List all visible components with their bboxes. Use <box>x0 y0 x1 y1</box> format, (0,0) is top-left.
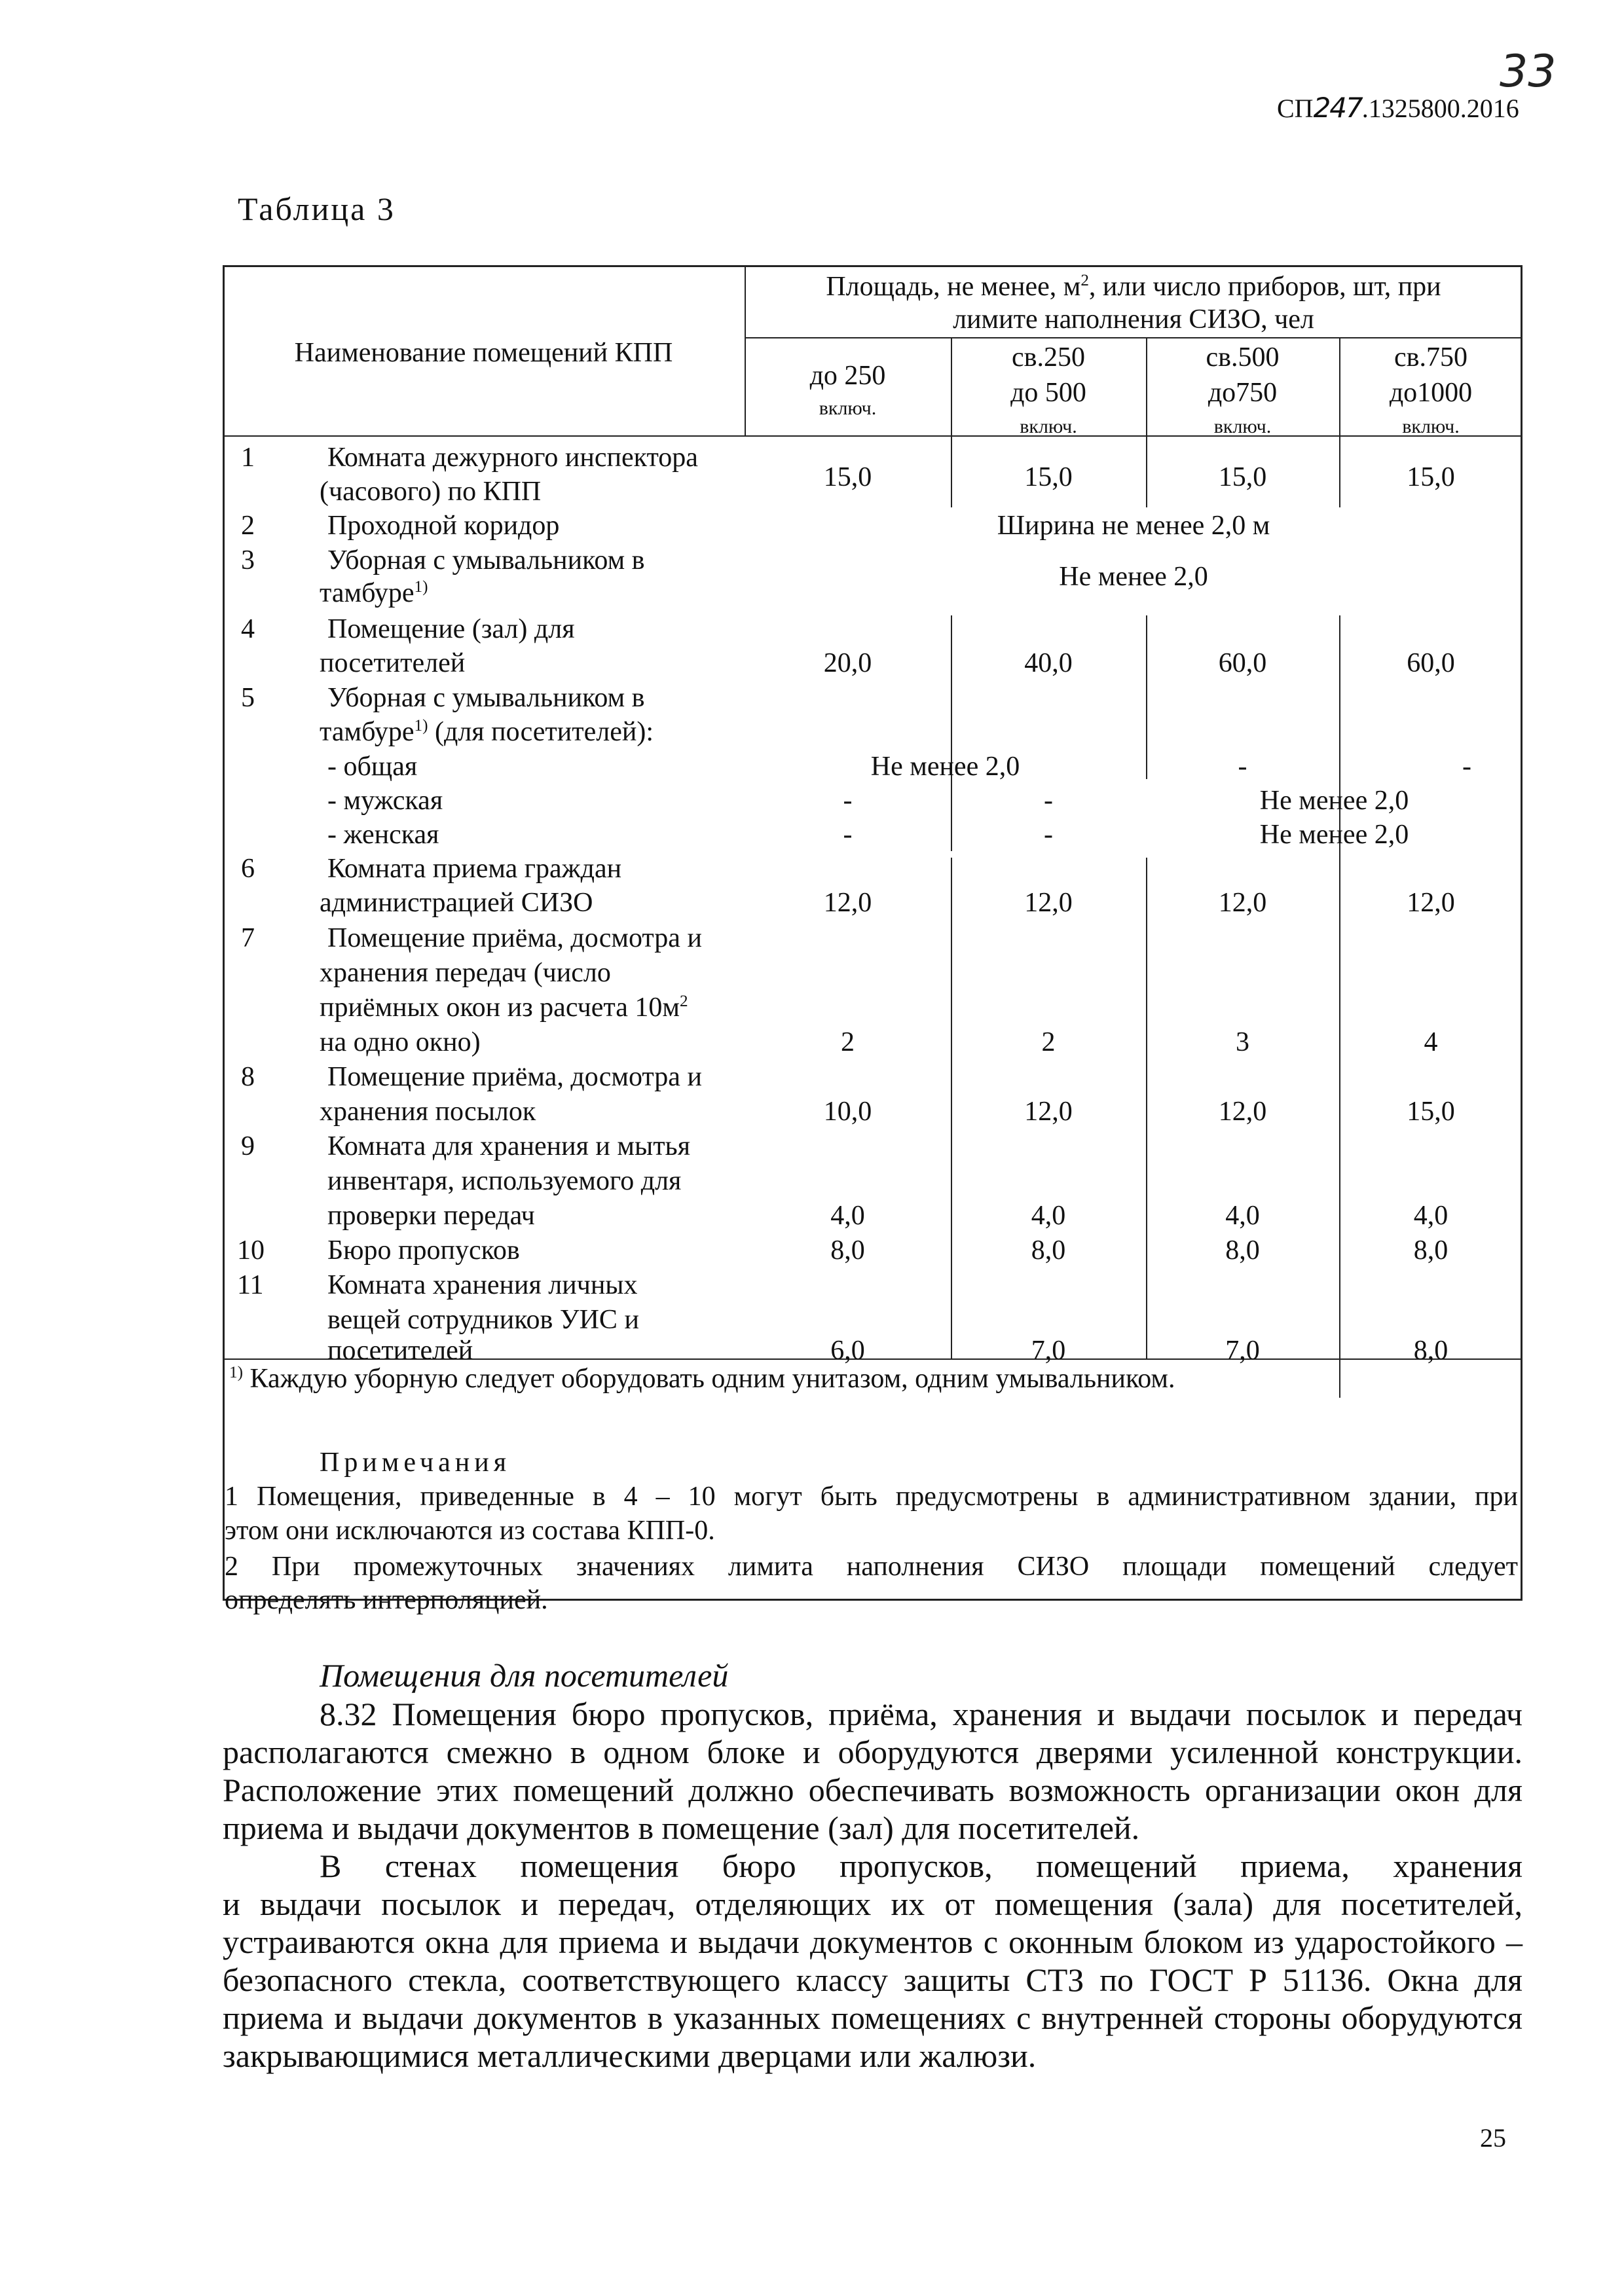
row-name: Комната дежурного инспектора <box>327 443 698 473</box>
cell-value: - <box>1238 752 1247 782</box>
col1-header: до 250 <box>809 361 886 391</box>
cell-value: - <box>843 786 853 816</box>
note-1-line-2: этом они исключаются из состава КПП-0. <box>225 1516 715 1546</box>
cell-value: 7,0 <box>1031 1336 1066 1366</box>
cell-value: - <box>1044 820 1053 850</box>
group-text-rest: , или число приборов, шт, при <box>1088 272 1441 302</box>
cell-value: 20,0 <box>823 648 872 678</box>
paragraph-line: 8.32 Помещения бюро пропусков, приёма, хранения и выдачи посылок и передач <box>320 1696 1522 1732</box>
cell-value: 2 <box>1041 1027 1056 1057</box>
paragraph-line: приема и выдачи документов в указанных помещениях с внутренней стороны оборудуются <box>223 1999 1522 2036</box>
row-name <box>320 576 428 610</box>
cell-value: 4,0 <box>1031 1201 1066 1231</box>
col4-header: св.750 <box>1394 342 1467 373</box>
row-number: 11 <box>237 1270 264 1300</box>
row-name: (часового) по КПП <box>320 477 542 507</box>
paragraph-line: Расположение этих помещений должно обеспечивать возможность организации окон для <box>223 1772 1522 1808</box>
row-number: 5 <box>241 683 255 713</box>
unit-sup: 2 <box>679 993 688 1010</box>
doc-code-prefix: СП <box>1277 94 1314 123</box>
row-number: 4 <box>241 614 255 644</box>
cell-value: 15,0 <box>1024 462 1073 492</box>
group-sup: 2 <box>1080 272 1089 289</box>
row-number: 3 <box>241 545 255 575</box>
row-name: Помещение приёма, досмотра и <box>327 923 702 953</box>
table-header-name: Наименование помещений КПП <box>294 338 673 368</box>
row-name: Помещение (зал) для <box>327 614 575 644</box>
row-name <box>320 715 654 749</box>
row-name: вещей сотрудников УИС и <box>327 1305 639 1335</box>
cell-span: Не менее 2,0 <box>870 752 1020 782</box>
cell-value: 12,0 <box>1024 888 1073 918</box>
cell-value: 7,0 <box>1225 1336 1260 1366</box>
note-2-line-1: 2 При промежуточных значениях лимита наполнения СИЗО площади помещений следует <box>225 1552 1518 1582</box>
row-name: хранения посылок <box>320 1097 536 1127</box>
row-name: администрацией СИЗО <box>320 888 593 918</box>
row-name-text: приёмных окон из расчета 10м <box>320 993 680 1023</box>
row-name-text: тамбуре <box>320 578 415 608</box>
col1-header-incl: включ. <box>819 397 877 419</box>
cell-value: 12,0 <box>1407 888 1455 918</box>
col2-header-incl: включ. <box>1020 416 1077 437</box>
row-name: Комната приема граждан <box>327 854 622 884</box>
row-number: 8 <box>241 1062 255 1092</box>
note-1-line-1: 1 Помещения, приведенные в 4 – 10 могут быть предусмотрены в административном здании, при <box>225 1482 1518 1512</box>
row-name-text: (для посетителей): <box>428 717 654 747</box>
row-name <box>320 991 688 1025</box>
row-name: Помещение приёма, досмотра и <box>327 1062 702 1092</box>
cell-value: 3 <box>1236 1027 1249 1057</box>
row-subitem: - мужская <box>327 786 443 816</box>
col4-header-incl: включ. <box>1402 416 1460 437</box>
footnote-mark: 1) <box>229 1364 243 1381</box>
cell-value: 6,0 <box>830 1336 865 1366</box>
row-name: Проходной коридор <box>327 511 560 541</box>
col2-header: св.250 <box>1012 342 1085 373</box>
cell-value: 60,0 <box>1218 648 1267 678</box>
row-name-text: тамбуре <box>320 717 415 747</box>
doc-code-handwritten: 247 <box>1313 92 1362 124</box>
cell-value: 15,0 <box>823 462 872 492</box>
row-name: проверки передач <box>327 1201 535 1231</box>
row-name: инвентаря, используемого для <box>327 1166 682 1196</box>
table-rule <box>1339 615 1340 779</box>
cell-value: 8,0 <box>1031 1235 1066 1266</box>
row-number: 2 <box>241 511 255 541</box>
handwritten-page-number: 33 <box>1500 46 1557 98</box>
table-header-group-line2: лимите наполнения СИЗО, чел <box>953 304 1314 335</box>
row-name: Бюро пропусков <box>327 1235 520 1266</box>
col2-header-b: до 500 <box>1010 378 1086 408</box>
cell-value: 4,0 <box>1413 1201 1449 1231</box>
row-number: 7 <box>241 923 255 953</box>
paragraph-line: располагаются смежно в одном блоке и оборудуются дверями усиленной конструкции. <box>223 1734 1522 1770</box>
notes-title: Примечания <box>320 1448 511 1478</box>
cell-value: - <box>843 820 853 850</box>
paragraph-line: устраиваются окна для приема и выдачи документов с оконным блоком из ударостойкого – <box>223 1923 1522 1960</box>
row-name: Комната для хранения и мытья <box>327 1131 691 1161</box>
document-code <box>1277 92 1519 124</box>
col3-header-incl: включ. <box>1213 416 1272 437</box>
section-heading: Помещения для посетителей <box>320 1657 729 1694</box>
paragraph-line: закрывающимися металлическими дверцами или жалюзи. <box>223 2037 1037 2074</box>
footnote-ref: 1) <box>414 578 428 596</box>
cell-value: 2 <box>841 1027 855 1057</box>
row-number: 1 <box>241 443 255 473</box>
cell-value: 12,0 <box>1218 888 1267 918</box>
cell-span: Не менее 2,0 <box>1059 562 1208 592</box>
row-name: Уборная с умывальником в <box>327 683 645 713</box>
cell-value: 60,0 <box>1407 648 1455 678</box>
footnote-ref: 1) <box>414 717 428 735</box>
row-name: Комната хранения личных <box>327 1270 638 1300</box>
row-subitem: - женская <box>327 820 439 850</box>
footnote-text: Каждую уборную следует оборудовать одним унитазом, одним умывальником. <box>242 1364 1175 1394</box>
col3-header-b: до750 <box>1208 378 1278 408</box>
table-header-group <box>745 270 1522 304</box>
cell-value: 8,0 <box>1413 1336 1449 1366</box>
cell-value: 8,0 <box>830 1235 865 1266</box>
cell-value: 10,0 <box>823 1097 872 1127</box>
cell-value: 4 <box>1424 1027 1438 1057</box>
cell-value: 4,0 <box>1225 1201 1260 1231</box>
cell-value: 40,0 <box>1024 648 1073 678</box>
table-caption: Таблица 3 <box>238 191 396 227</box>
page-number: 25 <box>1480 2123 1506 2153</box>
row-name: посетителей <box>327 1336 473 1366</box>
col4-header-b: до1000 <box>1389 378 1473 408</box>
cell-value: 15,0 <box>1407 1097 1455 1127</box>
cell-value: 12,0 <box>823 888 872 918</box>
cell-value: 15,0 <box>1218 462 1267 492</box>
row-number: 10 <box>237 1235 265 1266</box>
col3-header: св.500 <box>1206 342 1280 373</box>
group-text: Площадь, не менее, м <box>826 272 1081 302</box>
row-name: на одно окно) <box>320 1027 481 1057</box>
doc-code-suffix: .1325800.2016 <box>1361 94 1519 123</box>
cell-value: - <box>1462 752 1471 782</box>
cell-value: 15,0 <box>1407 462 1455 492</box>
row-name: хранения передач (число <box>320 958 611 988</box>
cell-value: 8,0 <box>1413 1235 1449 1266</box>
cell-value: 8,0 <box>1225 1235 1260 1266</box>
paragraph-line: и выдачи посылок и передач, отделяющих их от помещения (зала) для посетителей, <box>223 1886 1522 1922</box>
row-number: 9 <box>241 1131 255 1161</box>
table-footnote <box>229 1362 1175 1396</box>
row-name: посетителей <box>320 648 466 678</box>
cell-value: 4,0 <box>830 1201 865 1231</box>
cell-value: 12,0 <box>1218 1097 1267 1127</box>
row-name: Уборная с умывальником в <box>327 545 645 575</box>
cell-value: - <box>1044 786 1053 816</box>
note-2-line-2: определять интерполяцией. <box>225 1585 548 1615</box>
paragraph-line: В стенах помещения бюро пропусков, помещений приема, хранения <box>320 1848 1522 1884</box>
cell-span: Ширина не менее 2,0 м <box>997 511 1270 541</box>
paragraph-line: безопасного стекла, соответствующего классу защиты СТЗ по ГОСТ Р 51136. Окна для <box>223 1961 1522 1998</box>
row-number: 6 <box>241 854 255 884</box>
cell-value: 12,0 <box>1024 1097 1073 1127</box>
cell-span: Не менее 2,0 <box>1259 820 1409 850</box>
paragraph-line: приема и выдачи документов в помещение (зал) для посетителей. <box>223 1810 1140 1846</box>
cell-span: Не менее 2,0 <box>1259 786 1409 816</box>
row-subitem: - общая <box>327 752 418 782</box>
table-rule <box>745 337 1522 338</box>
